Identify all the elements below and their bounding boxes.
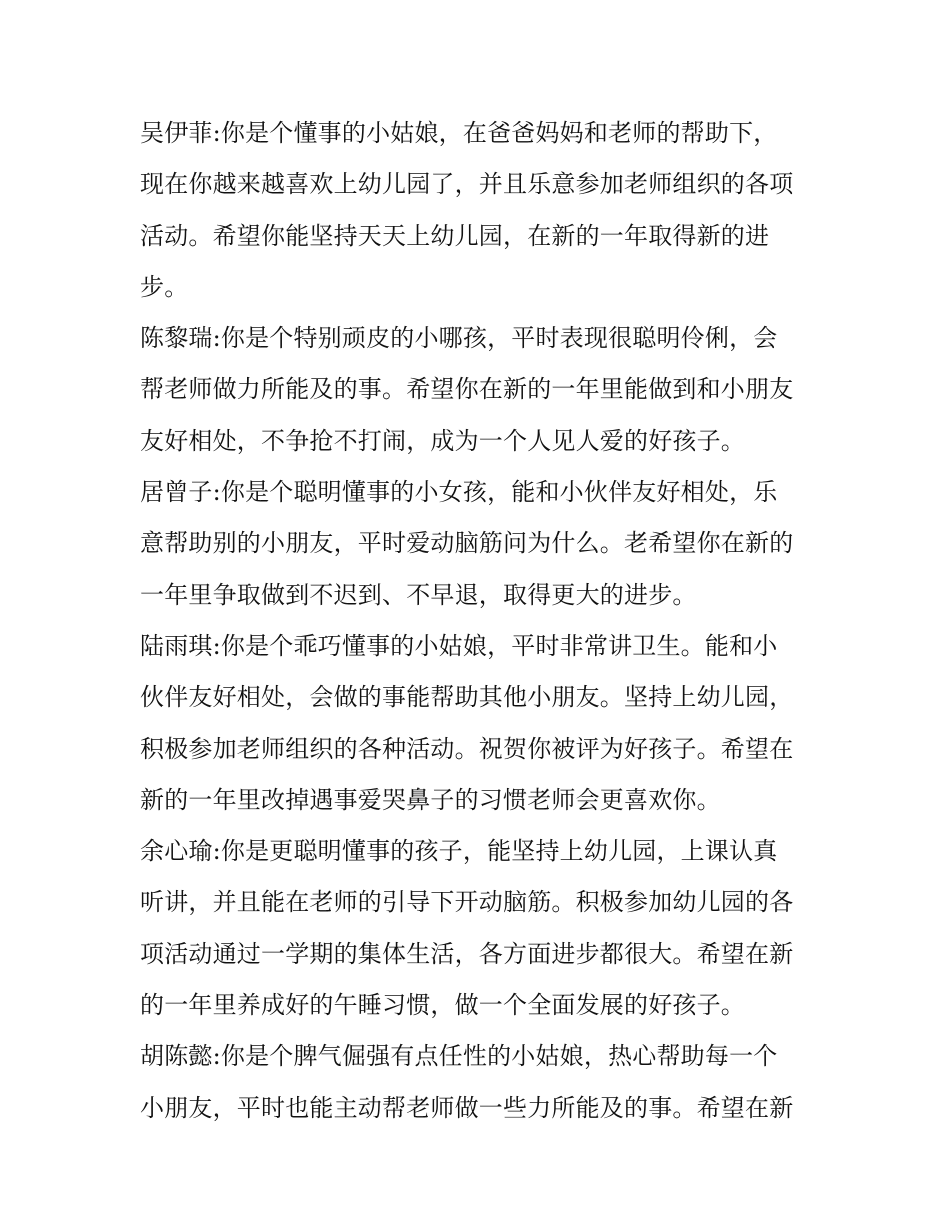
text-line: 活动。希望你能坚持天天上幼儿园，在新的一年取得新的进	[140, 221, 770, 250]
text-line: 胡陈懿:你是个脾气倔强有点任性的小姑娘，热心帮助每一个	[140, 1042, 778, 1071]
text-line: 现在你越来越喜欢上幼儿园了，并且乐意参加老师组织的各项	[140, 170, 794, 199]
text-line: 吴伊菲:你是个懂事的小姑娘，在爸爸妈妈和老师的帮助下，	[140, 119, 778, 147]
text-line: 一年里争取做到不迟到、不早退，取得更大的进步。	[140, 580, 697, 609]
text-line: 积极参加老师组织的各种活动。祝贺你被评为好孩子。希望在	[140, 734, 794, 763]
document-page	[140, 108, 820, 1134]
text-line: 听讲，并且能在老师的引导下开动脑筋。积极参加幼儿园的各	[140, 888, 794, 917]
text-line: 余心瑜:你是更聪明懂事的孩子，能坚持上幼儿园，上课认真	[140, 837, 778, 866]
text-line: 意帮助别的小朋友，平时爱动脑筋问为什么。老希望你在新的	[140, 529, 794, 558]
text-line: 步。	[140, 272, 189, 301]
text-line: 小朋友，平时也能主动帮老师做一些力所能及的事。希望在新	[140, 1093, 794, 1122]
text-line: 的一年里养成好的午睡习惯，做一个全面发展的好孩子。	[140, 991, 745, 1020]
text-line: 友好相处，不争抢不打闹，成为一个人见人爱的好孩子。	[140, 426, 745, 455]
text-line: 伙伴友好相处，会做的事能帮助其他小朋友。坚持上幼儿园，	[140, 683, 794, 712]
text-line: 陈黎瑞:你是个特别顽皮的小哪孩，平时表现很聪明伶俐，会	[140, 324, 778, 353]
text-line: 陆雨琪:你是个乖巧懂事的小姑娘，平时非常讲卫生。能和小	[140, 631, 778, 660]
text-line: 新的一年里改掉遇事爱哭鼻子的习惯老师会更喜欢你。	[140, 785, 721, 814]
text-line: 项活动通过一学期的集体生活，各方面进步都很大。希望在新	[140, 939, 794, 968]
text-line: 帮老师做力所能及的事。希望你在新的一年里能做到和小朋友	[140, 375, 794, 404]
text-line: 居曾子:你是个聪明懂事的小女孩，能和小伙伴友好相处，乐	[140, 478, 778, 507]
